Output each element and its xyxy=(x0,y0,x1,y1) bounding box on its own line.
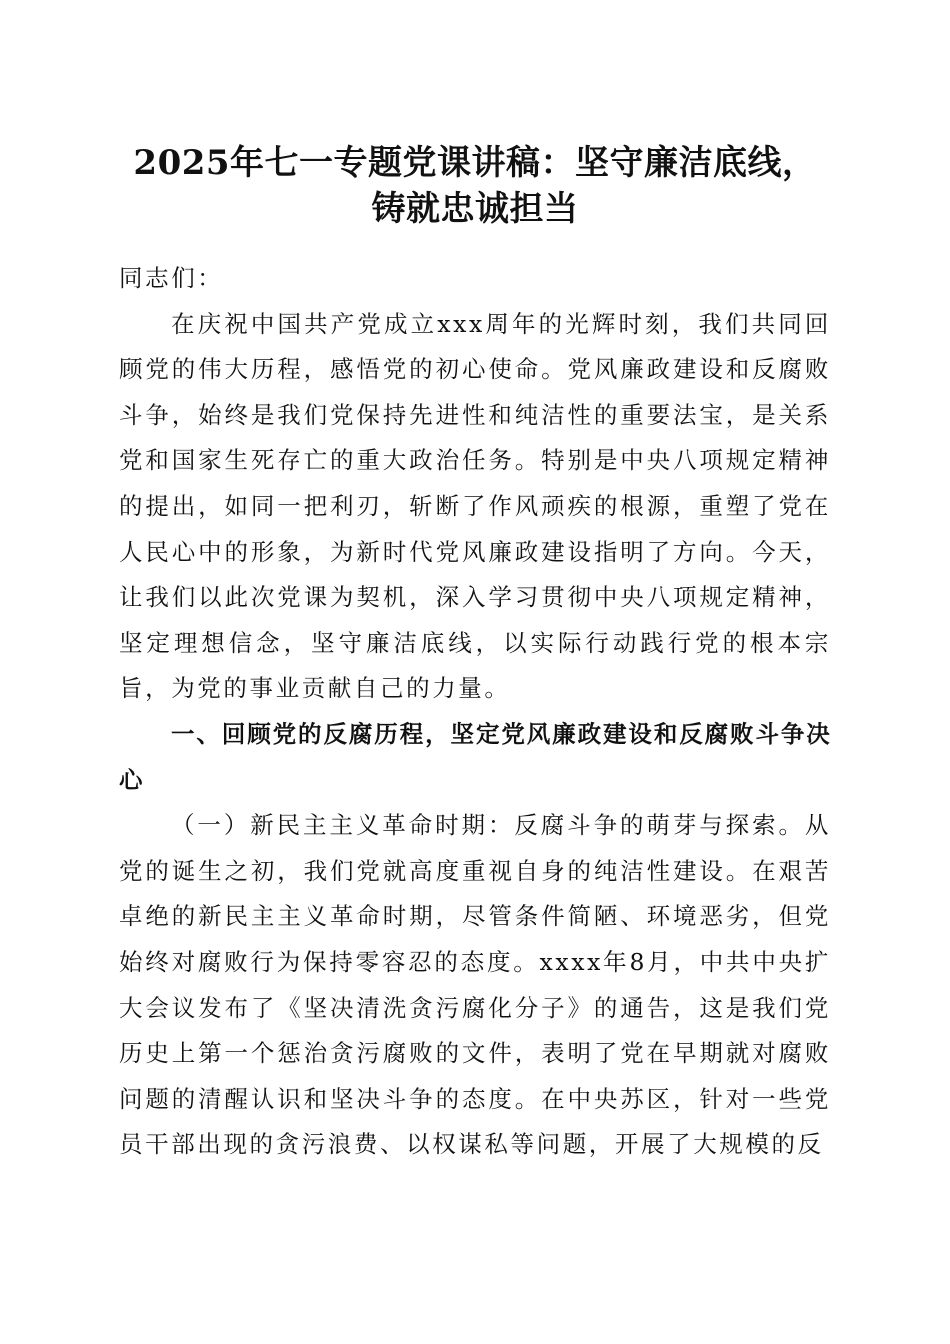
intro-paragraph: 在庆祝中国共产党成立xxx周年的光辉时刻，我们共同回顾党的伟大历程，感悟党的初心使命。党风廉政建设和反腐败斗争，始终是我们党保持先进性和纯洁性的重要法宝，是关系党和国家生死存亡的重大政治任务。特别是中央八项规定精神的提出，如同一把利刃，斩断了作风顽疾的根源，重塑了党在人民心中的形象，为新时代党风廉政建设指明了方向。今天，让我们以此次党课为契机，深入学习贯彻中央八项规定精神，坚定理想信念，坚守廉洁底线，以实际行动践行党的根本宗旨，为党的事业贡献自己的力量。 xyxy=(119,309,831,703)
document-title-line-2: 铸就忠诚担当 xyxy=(371,189,579,229)
section-1-paragraph-1: （一）新民主主义革命时期：反腐斗争的萌芽与探索。从党的诞生之初，我们党就高度重视自身的纯洁性建设。在艰苦卓绝的新民主主义革命时期，尽管条件简陋、环境恶劣，但党始终对腐败行为保持零容忍的态度。xxxx年8月，中共中央扩大会议发布了《坚决清洗贪污腐化分子》的通告，这是我们党历史上第一个惩治贪污腐败的文件，表明了党在早期就对腐败问题的清醒认识和坚决斗争的态度。在中央苏区，针对一些党员干部出现的贪污浪费、以权谋私等问题，开展了大规模的反 xyxy=(119,811,831,1159)
document-title-line-1: 2025年七一专题党课讲稿：坚守廉洁底线， xyxy=(133,143,817,183)
section-1-heading: 一、回顾党的反腐历程，坚定党风廉政建设和反腐败斗争决心 xyxy=(119,719,831,794)
salutation: 同志们： xyxy=(119,264,224,292)
document-body xyxy=(119,256,831,1168)
